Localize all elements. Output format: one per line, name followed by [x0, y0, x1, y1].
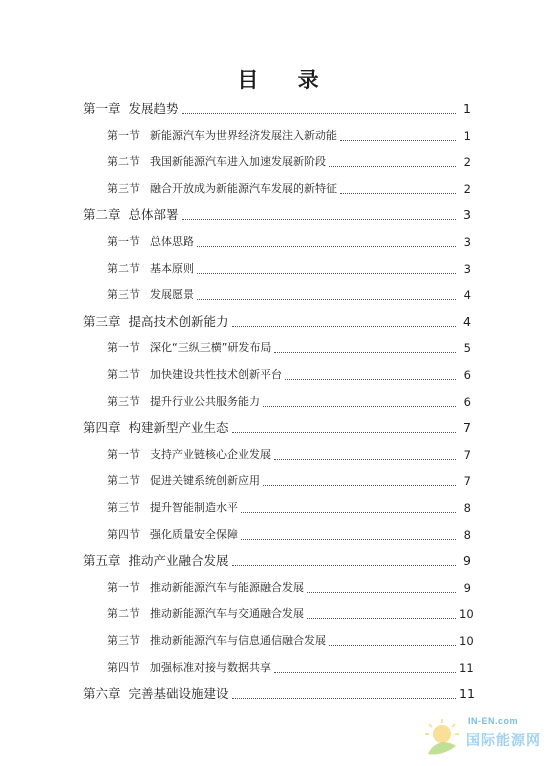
- toc-page-number: 3: [463, 261, 471, 276]
- toc-entry-number: 第三章: [83, 313, 121, 329]
- toc-entry-label: [107, 579, 304, 597]
- toc-entry-title: 构建新型产业生态: [128, 420, 229, 436]
- sun-leaf-icon: [420, 718, 464, 758]
- toc-page-number: 4: [463, 313, 471, 329]
- toc-entry-number: 第一节: [107, 447, 140, 461]
- toc-entry-title: 提高技术创新能力: [128, 313, 229, 329]
- toc-entry-number: 第三节: [107, 181, 140, 195]
- toc-entry-label: [107, 233, 194, 251]
- dot-leader: [197, 272, 456, 274]
- dot-leader: [232, 325, 456, 327]
- toc-section-row[interactable]: [107, 127, 471, 145]
- dot-leader: [197, 245, 456, 247]
- toc-entry-number: 第六章: [83, 686, 121, 702]
- toc-entry-label: [107, 260, 194, 278]
- toc-section-row[interactable]: [107, 499, 471, 517]
- toc-entry-number: 第三节: [107, 501, 140, 514]
- toc-entry-title: 推动新能源汽车与交通融合发展: [150, 607, 304, 621]
- toc-entry-title: 提升智能制造水平: [150, 501, 238, 514]
- toc-entry-number: 第二节: [107, 155, 140, 169]
- toc-entry-label: [83, 419, 229, 437]
- toc-entry-number: 第一节: [107, 128, 140, 142]
- toc-entry-label: [107, 127, 337, 145]
- toc-chapter-row[interactable]: [83, 552, 471, 570]
- toc-page-number: 6: [463, 394, 471, 409]
- toc-section-row[interactable]: [107, 659, 474, 677]
- toc-entry-label: [83, 685, 229, 703]
- dot-leader: [197, 298, 456, 300]
- toc-page-number: 11: [459, 686, 475, 702]
- dot-leader: [340, 192, 456, 194]
- toc-page-number: 5: [463, 341, 471, 356]
- toc-page-number: 8: [463, 527, 471, 542]
- watermark-logo: [410, 710, 550, 760]
- toc-entry-number: 第一节: [107, 341, 140, 355]
- toc-entry-label: [107, 366, 282, 384]
- toc-page-number: 2: [463, 181, 471, 196]
- toc-chapter-row[interactable]: [83, 206, 471, 224]
- toc-entry-title: 总体部署: [128, 207, 179, 223]
- toc-entry-title: 深化“三纵三横”研发布局: [150, 341, 272, 355]
- dot-leader: [285, 378, 456, 380]
- toc-entry-number: 第二节: [107, 368, 140, 381]
- toc-entry-title: 融合开放成为新能源汽车发展的新特征: [150, 181, 337, 195]
- toc-entry-number: 第四节: [107, 527, 140, 541]
- toc-entry-title: 新能源汽车为世界经济发展注入新动能: [150, 128, 337, 142]
- dot-leader: [182, 112, 456, 114]
- toc-section-row[interactable]: [107, 339, 471, 357]
- toc-entry-title: 强化质量安全保障: [150, 527, 238, 541]
- toc-page-number: 3: [463, 207, 471, 223]
- toc-chapter-row[interactable]: [83, 313, 471, 331]
- toc-page-number: 6: [463, 368, 471, 382]
- toc-chapter-row[interactable]: [83, 685, 475, 703]
- toc-section-row[interactable]: [107, 286, 471, 304]
- dot-leader: [232, 431, 456, 433]
- toc-page-number: 9: [463, 580, 471, 595]
- toc-section-row[interactable]: [107, 579, 471, 597]
- toc-entry-number: 第二节: [107, 474, 140, 488]
- toc-entry-number: 第五章: [83, 553, 121, 569]
- toc-entry-title: 支持产业链核心企业发展: [150, 447, 271, 461]
- dot-leader: [340, 139, 456, 141]
- toc-entry-label: [107, 632, 326, 650]
- dot-leader: [307, 617, 456, 619]
- watermark-brand: IN-EN.com: [468, 716, 519, 726]
- toc-entry-label: [107, 472, 260, 490]
- toc-chapter-row[interactable]: [83, 100, 471, 118]
- toc-section-row[interactable]: [107, 526, 471, 544]
- dot-leader: [182, 218, 456, 220]
- toc-entry-label: [107, 526, 238, 544]
- toc-entry-number: 第三节: [107, 634, 140, 647]
- toc-section-row[interactable]: [107, 260, 471, 278]
- dot-leader: [263, 405, 456, 407]
- toc-section-row[interactable]: [107, 632, 474, 650]
- toc-entry-title: 我国新能源汽车进入加速发展新阶段: [150, 155, 326, 169]
- toc-section-row[interactable]: [107, 180, 471, 198]
- toc-entry-title: 加快建设共性技术创新平台: [150, 368, 282, 381]
- toc-entry-label: [107, 659, 271, 677]
- toc-entry-number: 第一节: [107, 580, 140, 594]
- dot-leader: [329, 644, 456, 646]
- toc-section-row[interactable]: [107, 472, 471, 490]
- toc-entry-number: 第二节: [107, 607, 140, 621]
- toc-entry-title: 发展趋势: [128, 101, 179, 116]
- toc-page-number: 1: [463, 101, 471, 116]
- dot-leader: [232, 564, 456, 566]
- toc-page-number: 10: [459, 634, 474, 648]
- dot-leader: [274, 458, 456, 460]
- toc-section-row[interactable]: [107, 605, 474, 623]
- toc-entry-title: 基本原则: [150, 261, 194, 275]
- toc-entry-title: 发展愿景: [150, 288, 194, 302]
- toc-entry-number: 第四章: [83, 420, 121, 436]
- toc-entry-label: [107, 180, 337, 198]
- toc-page-number: 11: [459, 660, 474, 675]
- toc-entry-title: 推动新能源汽车与信息通信融合发展: [150, 634, 326, 647]
- toc-entry-label: [107, 446, 271, 464]
- toc-entry-number: 第一章: [83, 101, 121, 116]
- toc-page-number: 9: [463, 553, 471, 569]
- toc-entry-number: 第二节: [107, 261, 140, 275]
- watermark-name: 国际能源网: [466, 733, 541, 749]
- dot-leader: [263, 484, 456, 486]
- toc-entry-label: [107, 339, 271, 357]
- toc-entry-label: [83, 313, 229, 331]
- toc-entry-number: 第一节: [107, 235, 140, 248]
- toc-entry-number: 第二章: [83, 207, 121, 223]
- toc-entry-number: 第三节: [107, 288, 140, 302]
- toc-entry-label: [107, 153, 326, 171]
- toc-entry-number: 第三节: [107, 394, 140, 408]
- toc-entry-title: 加强标准对接与数据共享: [150, 660, 271, 674]
- dot-leader: [274, 671, 456, 673]
- toc-page-number: 2: [463, 155, 471, 170]
- toc-section-row[interactable]: [107, 446, 471, 464]
- toc-entry-title: 促进关键系统创新应用: [150, 474, 260, 488]
- toc-page-number: 10: [459, 607, 474, 622]
- toc-entry-label: [107, 286, 194, 304]
- toc-section-row[interactable]: [107, 153, 471, 171]
- toc-entry-label: [83, 552, 229, 570]
- toc-chapter-row[interactable]: [83, 419, 471, 437]
- toc-page-number: 7: [463, 447, 471, 462]
- toc-entry-title: 总体思路: [150, 235, 194, 248]
- toc-section-row[interactable]: [107, 366, 471, 384]
- dot-leader: [307, 591, 456, 593]
- toc-entry-title: 提升行业公共服务能力: [150, 394, 260, 408]
- toc-entry-label: [107, 499, 238, 517]
- page-title: 目 录: [237, 68, 335, 92]
- toc-page-number: 7: [463, 420, 471, 436]
- dot-leader: [274, 351, 456, 353]
- toc-entry-label: [107, 393, 260, 411]
- toc-entry-title: 推动产业融合发展: [128, 553, 229, 569]
- toc-page-number: 4: [463, 288, 471, 303]
- toc-page-number: 8: [463, 501, 471, 515]
- toc-page-number: 7: [463, 474, 471, 489]
- toc-entry-title: 完善基础设施建设: [128, 686, 229, 702]
- dot-leader: [241, 538, 456, 540]
- toc-entry-label: [83, 100, 179, 118]
- dot-leader: [329, 165, 456, 167]
- toc-page-number: 3: [463, 235, 471, 249]
- dot-leader: [232, 697, 456, 699]
- toc-entry-number: 第四节: [107, 660, 140, 674]
- toc-section-row[interactable]: [107, 233, 471, 251]
- toc-entry-label: [83, 206, 179, 224]
- dot-leader: [241, 511, 456, 513]
- toc-section-row[interactable]: [107, 393, 471, 411]
- toc-entry-label: [107, 605, 304, 623]
- toc-entry-title: 推动新能源汽车与能源融合发展: [150, 580, 304, 594]
- toc-page-number: 1: [463, 128, 471, 143]
